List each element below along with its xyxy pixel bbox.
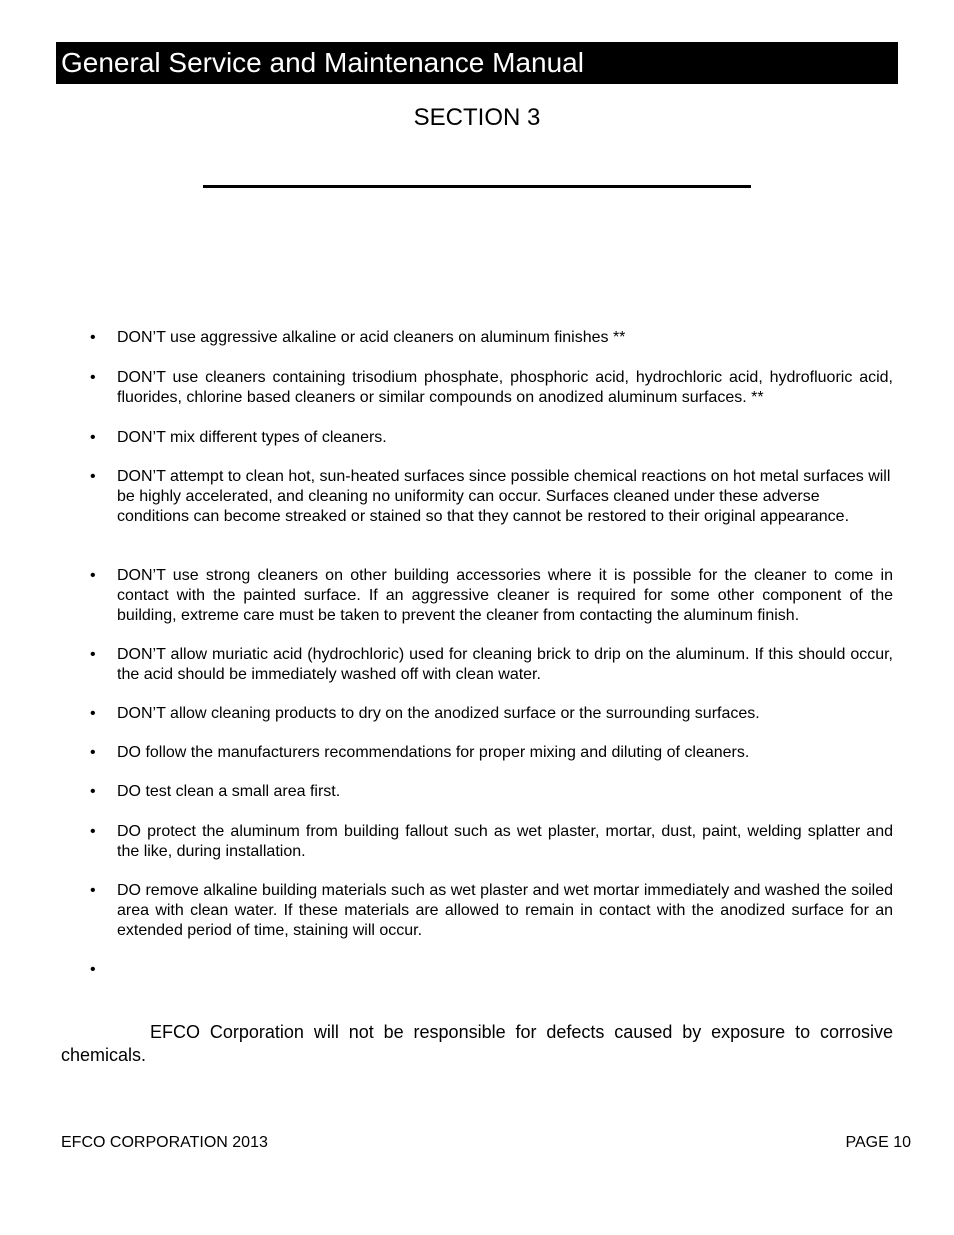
list-item <box>90 328 893 348</box>
bullet-icon: • <box>90 329 96 346</box>
footer-page-number: PAGE 10 <box>845 1134 911 1151</box>
list-item-text: DO remove alkaline building materials such as wet plaster and wet mortar immediately and washed the soiled area with clean water. If these materials are allowed to remain in contact with the anodized surface for an extended period of time, staining will occur. <box>117 882 893 939</box>
bullet-icon: • <box>90 882 96 899</box>
list-item <box>90 704 893 724</box>
bullet-icon: • <box>90 744 96 761</box>
list-item-text: DO protect the aluminum from building fallout such as wet plaster, mortar, dust, paint, welding splatter and the like, during installation. <box>117 823 893 860</box>
list-item <box>90 566 893 626</box>
bullet-icon: • <box>90 429 96 446</box>
list-item <box>90 782 893 802</box>
list-item-text: DON’T use strong cleaners on other building accessories where it is possible for the cleaner to come in contact with the painted surface. If an aggressive cleaner is required for some other component of the building, extreme care must be taken to prevent the cleaner from contacting the aluminum finish. <box>117 567 893 624</box>
document-title: General Service and Maintenance Manual <box>61 47 584 78</box>
bullet-icon: • <box>90 705 96 722</box>
bullet-icon: • <box>90 646 96 663</box>
bullet-icon: • <box>90 823 96 840</box>
disclaimer-paragraph: EFCO Corporation will not be responsible for defects caused by exposure to corrosive chemicals. <box>61 1022 893 1065</box>
list-item <box>90 822 893 862</box>
list-item-text: DON’T allow cleaning products to dry on the anodized surface or the surrounding surfaces. <box>117 705 760 722</box>
list-item <box>90 428 893 448</box>
list-item <box>90 645 893 685</box>
section-title: SECTION 3 <box>413 104 541 131</box>
section-divider <box>203 185 751 188</box>
bullet-icon: • <box>90 369 96 386</box>
bullet-icon: • <box>90 468 96 485</box>
header-bar <box>56 42 898 84</box>
list-item <box>90 467 893 527</box>
list-item-text: DO follow the manufacturers recommendations for proper mixing and diluting of cleaners. <box>117 744 750 761</box>
list-item-text: DON’T use aggressive alkaline or acid cleaners on aluminum finishes ** <box>117 329 626 346</box>
footer-copyright: EFCO CORPORATION 2013 <box>61 1134 268 1151</box>
list-item-text: DON’T allow muriatic acid (hydrochloric) used for cleaning brick to drip on the aluminum. If this should occur, the acid should be immediately washed off with clean water. <box>117 646 893 683</box>
list-item-text: DON’T use cleaners containing trisodium phosphate, phosphoric acid, hydrochloric acid, hydrofluoric acid, fluorides, chlorine based cleaners or similar compounds on anodized aluminum surfaces. ** <box>117 369 893 406</box>
list-item <box>90 743 893 763</box>
list-item-text: DO test clean a small area first. <box>117 783 341 800</box>
list-item-text: DON’T mix different types of cleaners. <box>117 429 387 446</box>
bullet-icon: • <box>90 783 96 800</box>
bullet-icon: • <box>90 567 96 584</box>
list-item <box>90 881 893 941</box>
bullet-icon: • <box>90 961 96 978</box>
list-item <box>90 368 893 408</box>
list-item-text: DON’T attempt to clean hot, sun-heated surfaces since possible chemical reactions on hot metal surfaces will be highly accelerated, and cleaning no uniformity can occur. Surfaces cleaned under these adverse conditions can become streaked or stained so that they cannot be restored to their original appearance. <box>117 468 891 525</box>
